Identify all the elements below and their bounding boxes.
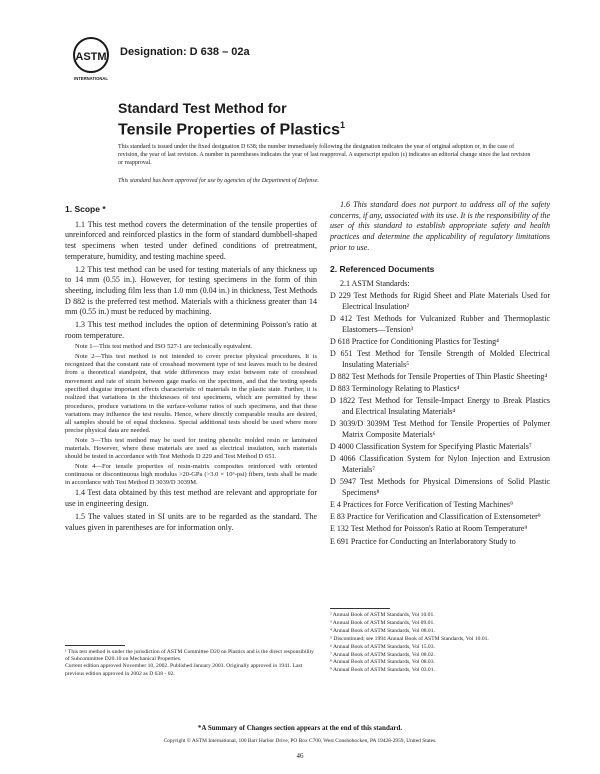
footnote: ⁹ Annual Book of ASTM Standards, Vol 03.01. [330, 667, 435, 674]
paragraph: 1.2 This test method can be used for testing materials of any thickness up to 14 mm (0.55 in.). However, for testing specimens in the form of thin sheeting, including film less than 1.0 mm (0.04 in.) in thickness, Test Methods D 882 is the preferred test method. Materials with a thickness greater than 14 mm (0.55 in.) must be reduced by machining. [65, 264, 317, 317]
reference-item: D 3039/D 3039M Test Method for Tensile Properties of Polymer Matrix Composite Materials⁶ [330, 419, 550, 439]
reference-item: E 691 Practice for Conducting an Interlaboratory Study to [330, 536, 516, 546]
issue-notice: This standard is issued under the fixed designation D 638; the number immediately following the designation indicates the year of original adoption or, in the case of revision, the year of last revision. A number in parentheses indicates the year of last reapproval. A superscript epsilon (ε) indicates an editorial change since the last revision or reapproval. [118, 144, 531, 166]
paragraph: 1.3 This test method includes the option of determining Poisson's ratio at room temperature. [65, 320, 317, 340]
footnote: ⁵ Discontinued; see 1994 Annual Book of ASTM Standards, Vol 10.01. [330, 635, 489, 642]
note: Note 4—For tensile properties of resin-matrix composites reinforced with oriented continuous or discontinuous high modulus >20-GPa (>3.0 × 10⁶-psi) fibers, tests shall be made in accordance with Test Method D 3039/D 3039M. [65, 462, 317, 487]
footnotes-right [330, 612, 550, 675]
title-footnote-ref: 1 [340, 120, 346, 130]
reference-item: D 882 Test Methods for Tensile Properties of Thin Plastic Sheeting⁴ [330, 371, 548, 381]
footnote: Current edition approved November 10, 2002. Published January 2003. Originally approved in 1941. Last previous edition approved in 2002 as D 638 - 02. [65, 663, 303, 677]
footnotes-left [65, 649, 317, 678]
footnote: ⁷ Annual Book of ASTM Standards, Vol 08.02. [330, 651, 435, 658]
footnote-rule-left [65, 645, 125, 646]
reference-item: D 4000 Classification System for Specifying Plastic Materials⁷ [330, 442, 532, 452]
reference-item: D 618 Practice for Conditioning Plastics for Testing⁴ [330, 336, 499, 346]
reference-item: D 412 Test Methods for Vulcanized Rubber and Thermoplastic Elastomers—Tension³ [330, 313, 550, 334]
paragraph: 1.1 This test method covers the determination of the tensile properties of unreinforced and reinforced plastics in the form of standard dumbbell-shaped test specimens when tested under defined conditions of pretreatment, temperature, humidity, and testing machine speed. [65, 219, 317, 261]
reference-item: D 651 Test Method for Tensile Strength of Molded Electrical Insulating Materials⁵ [330, 348, 550, 369]
reference-item: E 4 Practices for Force Verification of Testing Machines⁹ [330, 500, 513, 510]
footnote: ⁶ Annual Book of ASTM Standards, Vol 15.03. [330, 643, 435, 650]
logo-subtext: INTERNATIONAL [74, 76, 108, 81]
footnote: ³ Annual Book of ASTM Standards, Vol 09.01. [330, 619, 435, 626]
dod-approval-note: This standard has been approved for use by agencies of the Department of Defense. [118, 178, 319, 184]
logo-text: ASTM [75, 51, 107, 63]
reference-item: D 1822 Test Method for Tensile-Impact Energy to Break Plastics and Electrical Insulating Materials⁴ [330, 396, 550, 416]
note: Note 2—This test method is not intended to cover precise physical procedures. It is recognized that the constant rate of crosshead movement type of test leaves much to be desired from a theoretical standpoint, that wide differences may exist between rate of crosshead movement and rate of strain between gage marks on the specimen, and that the testing speeds specified disguise important effects characteristic of materials in the plastic state. Further, it is realized that variations in the thicknesses of test specimens, which are permitted by these procedures, produce variations in the surface-volume ratios of such specimens, and that these variations may influence the test results. Hence, where directly comparable results are desired, all samples should be of equal thickness. Special additional tests should be used where more precise physical data are needed. [65, 352, 317, 435]
summary-of-changes-notice: *A Summary of Changes section appears at the end of this standard. [197, 724, 403, 732]
note: Note 3—This test method may be used for testing phenolic molded resin or laminated materials. However, where these materials are used as electrical insulation, such materials should be tested in accordance with Test Methods D 229 and Test Method D 651. [65, 436, 317, 461]
reference-item: D 4066 Classification System for Nylon Injection and Extrusion Materials⁷ [330, 454, 550, 474]
section-heading-referenced-documents: 2. Referenced Documents [330, 263, 435, 274]
footnote: ¹ This test method is under the jurisdiction of ASTM Committee D20 on Plastics and is the direct responsibility of Subcommittee D20.10 on Mechanical Properties. [65, 649, 314, 663]
safety-paragraph: 1.6 This standard does not purport to address all of the safety concerns, if any, associated with its use. It is the responsibility of the user of this standard to establish appropriate safety and health practices and determine the applicability of regulatory limitations prior to use. [330, 200, 550, 252]
note: Note 1—This test method and ISO 527-1 are technically equivalent. [75, 343, 253, 351]
paragraph: 1.4 Test data obtained by this test method are relevant and appropriate for use in engineering design. [65, 488, 317, 509]
footnote-rule-right [330, 608, 390, 609]
document-title [118, 100, 345, 138]
astm-logo [72, 36, 110, 82]
designation: Designation: D 638 – 02a [120, 46, 250, 58]
reference-item: D 229 Test Methods for Rigid Sheet and Plate Materials Used for Electrical Insulation² [330, 290, 550, 311]
footnote: ⁴ Annual Book of ASTM Standards, Vol 08.01. [330, 627, 435, 634]
page-number: 46 [296, 752, 304, 760]
title-line-1: Standard Test Method for [118, 100, 287, 116]
reference-item: E 83 Practice for Verification and Classification of Extensometer⁹ [330, 512, 541, 522]
astm-standards-subheading: 2.1 ASTM Standards: [340, 279, 410, 289]
copyright-line: Copyright © ASTM International, 100 Barr Harbor Drive, PO Box C700, West Conshohocken, PA 19428-2959, United States. [163, 738, 437, 744]
reference-item: D 883 Terminology Relating to Plastics⁴ [330, 384, 460, 394]
title-line-2 [118, 117, 345, 138]
footnote: ² Annual Book of ASTM Standards, Vol 10.01. [330, 612, 435, 618]
right-column [330, 200, 550, 549]
title-text: Tensile Properties of Plastics [118, 121, 341, 139]
section-heading-scope: 1. Scope * [65, 204, 106, 214]
reference-item: E 132 Test Method for Poisson's Ratio at Room Temperature⁹ [330, 524, 528, 534]
footnote: ⁸ Annual Book of ASTM Standards, Vol 08.03. [330, 659, 435, 666]
left-column [65, 200, 317, 535]
reference-item: D 5947 Test Methods for Physical Dimensions of Solid Plastic Specimens⁸ [330, 477, 550, 497]
paragraph: 1.5 The values stated in SI units are to be regarded as the standard. The values given in parentheses are for information only. [65, 511, 317, 532]
